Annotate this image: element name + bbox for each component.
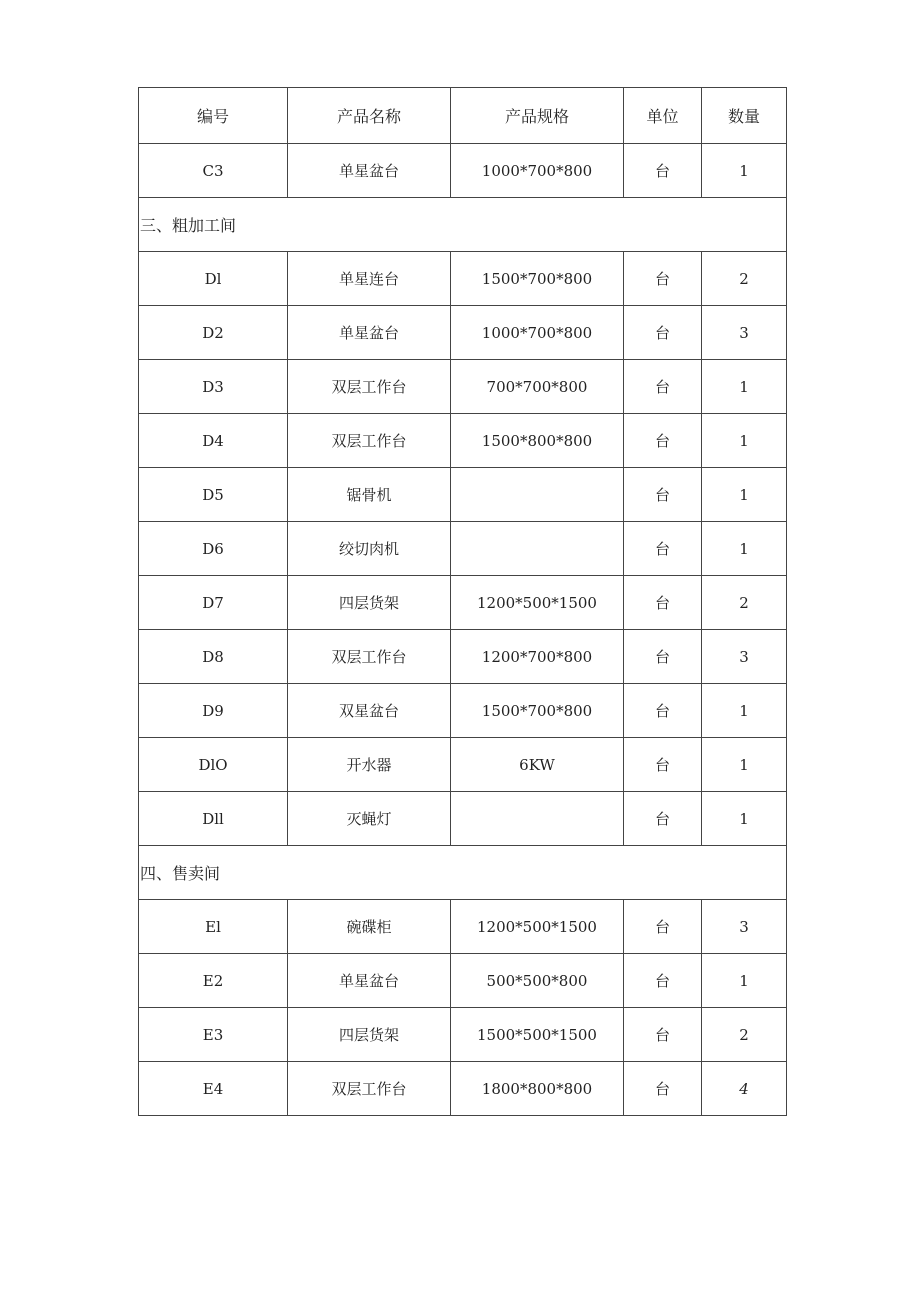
cell-name: 双星盆台: [288, 684, 451, 738]
cell-qty: 1: [702, 468, 787, 522]
cell-spec: 1000*700*800: [451, 144, 624, 198]
cell-spec: 700*700*800: [451, 360, 624, 414]
table-row: [139, 1062, 787, 1116]
table-row: [139, 738, 787, 792]
table-header-row: [139, 88, 787, 144]
table-row: [139, 1008, 787, 1062]
cell-unit: 台: [624, 1008, 702, 1062]
cell-code: D5: [139, 468, 288, 522]
table-row: [139, 684, 787, 738]
equipment-table: [138, 87, 787, 1116]
cell-qty: 1: [702, 360, 787, 414]
cell-spec: 1000*700*800: [451, 306, 624, 360]
cell-code: Dl: [139, 252, 288, 306]
cell-unit: 台: [624, 792, 702, 846]
section-title: 四、售卖间: [139, 846, 787, 900]
cell-unit: 台: [624, 360, 702, 414]
cell-code: D9: [139, 684, 288, 738]
cell-qty: 1: [702, 792, 787, 846]
cell-unit: 台: [624, 738, 702, 792]
cell-spec: 1200*500*1500: [451, 900, 624, 954]
cell-qty: 2: [702, 576, 787, 630]
cell-unit: 台: [624, 954, 702, 1008]
cell-spec: [451, 522, 624, 576]
cell-name: 开水器: [288, 738, 451, 792]
cell-name: 单星盆台: [288, 144, 451, 198]
cell-code: D2: [139, 306, 288, 360]
cell-unit: 台: [624, 684, 702, 738]
cell-name: 锯骨机: [288, 468, 451, 522]
table-row: [139, 522, 787, 576]
cell-name: 双层工作台: [288, 630, 451, 684]
header-unit: 单位: [624, 88, 702, 144]
table-row: [139, 306, 787, 360]
header-qty: 数量: [702, 88, 787, 144]
cell-name: 双层工作台: [288, 1062, 451, 1116]
header-name: 产品名称: [288, 88, 451, 144]
cell-code: E2: [139, 954, 288, 1008]
cell-code: C3: [139, 144, 288, 198]
cell-unit: 台: [624, 1062, 702, 1116]
header-spec: 产品规格: [451, 88, 624, 144]
cell-name: 双层工作台: [288, 360, 451, 414]
cell-code: D3: [139, 360, 288, 414]
cell-name: 碗碟柜: [288, 900, 451, 954]
cell-spec: 500*500*800: [451, 954, 624, 1008]
cell-qty: 1: [702, 144, 787, 198]
cell-spec: 1500*500*1500: [451, 1008, 624, 1062]
cell-qty: 3: [702, 306, 787, 360]
cell-code: D8: [139, 630, 288, 684]
table-row: [139, 576, 787, 630]
table-row: [139, 144, 787, 198]
cell-spec: 1200*500*1500: [451, 576, 624, 630]
cell-qty: 1: [702, 414, 787, 468]
table-row: [139, 630, 787, 684]
table-row: [139, 414, 787, 468]
section-title: 三、粗加工间: [139, 198, 787, 252]
cell-spec: 1200*700*800: [451, 630, 624, 684]
cell-code: D6: [139, 522, 288, 576]
section-row: [139, 198, 787, 252]
cell-qty: 4: [702, 1062, 787, 1116]
cell-unit: 台: [624, 468, 702, 522]
table-row: [139, 900, 787, 954]
cell-qty: 1: [702, 738, 787, 792]
table-row: [139, 792, 787, 846]
cell-qty: 1: [702, 522, 787, 576]
cell-spec: [451, 792, 624, 846]
cell-spec: 1500*700*800: [451, 684, 624, 738]
cell-spec: 1500*700*800: [451, 252, 624, 306]
cell-qty: 1: [702, 684, 787, 738]
table-row: [139, 468, 787, 522]
cell-spec: 6KW: [451, 738, 624, 792]
cell-unit: 台: [624, 306, 702, 360]
cell-qty: 2: [702, 252, 787, 306]
cell-unit: 台: [624, 900, 702, 954]
cell-name: 单星盆台: [288, 954, 451, 1008]
cell-spec: 1500*800*800: [451, 414, 624, 468]
cell-name: 灭蝇灯: [288, 792, 451, 846]
cell-name: 四层货架: [288, 576, 451, 630]
cell-code: E4: [139, 1062, 288, 1116]
section-row: [139, 846, 787, 900]
cell-code: Dll: [139, 792, 288, 846]
cell-code: D4: [139, 414, 288, 468]
cell-unit: 台: [624, 144, 702, 198]
cell-unit: 台: [624, 414, 702, 468]
cell-name: 四层货架: [288, 1008, 451, 1062]
cell-qty: 1: [702, 954, 787, 1008]
cell-name: 单星连台: [288, 252, 451, 306]
cell-spec: [451, 468, 624, 522]
cell-spec: 1800*800*800: [451, 1062, 624, 1116]
table-row: [139, 252, 787, 306]
table-row: [139, 954, 787, 1008]
cell-unit: 台: [624, 522, 702, 576]
table-row: [139, 360, 787, 414]
cell-code: El: [139, 900, 288, 954]
cell-qty: 3: [702, 900, 787, 954]
cell-name: 双层工作台: [288, 414, 451, 468]
cell-name: 单星盆台: [288, 306, 451, 360]
cell-code: E3: [139, 1008, 288, 1062]
cell-code: DlO: [139, 738, 288, 792]
cell-qty: 2: [702, 1008, 787, 1062]
cell-unit: 台: [624, 630, 702, 684]
header-code: 编号: [139, 88, 288, 144]
cell-unit: 台: [624, 576, 702, 630]
cell-unit: 台: [624, 252, 702, 306]
cell-code: D7: [139, 576, 288, 630]
cell-name: 绞切肉机: [288, 522, 451, 576]
cell-qty: 3: [702, 630, 787, 684]
